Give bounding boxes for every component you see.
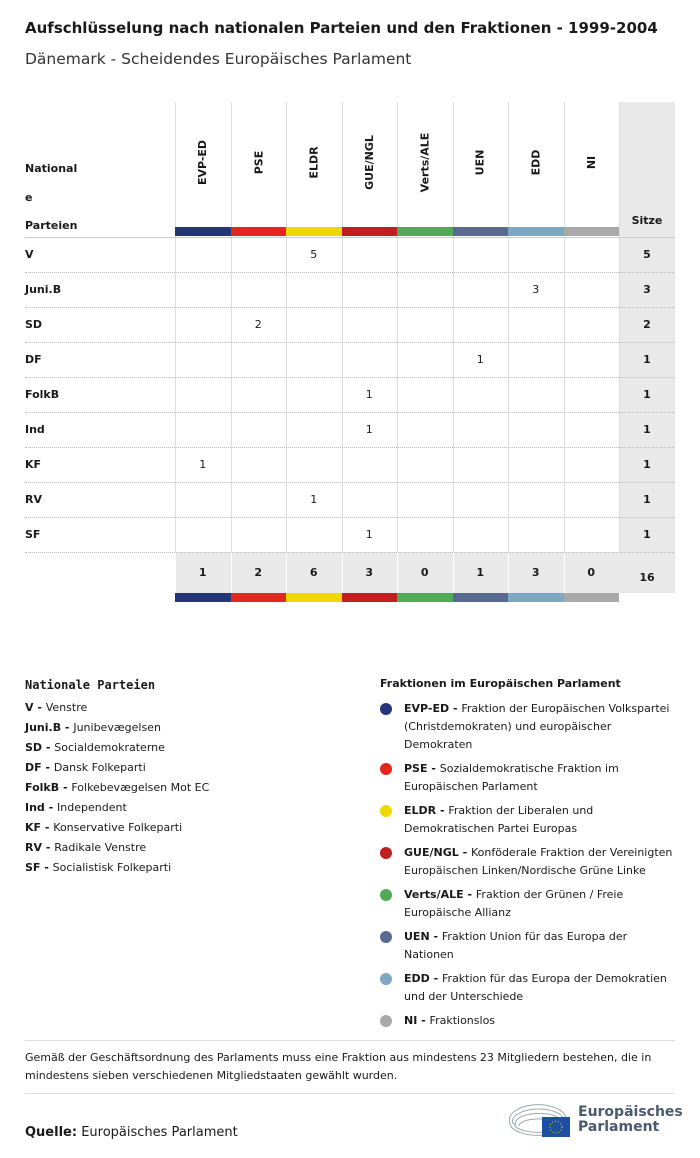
group-total: 0 — [420, 566, 429, 579]
legend-title: Fraktionen im Europäischen Parlament — [380, 677, 621, 690]
group-total: 2 — [254, 566, 263, 579]
group-abbr: GUE/NGL — [404, 846, 459, 859]
party-abbr: FolkB — [25, 781, 60, 794]
source — [25, 1125, 238, 1140]
national-party-item: SD - Socialdemokraterne — [25, 741, 165, 754]
party-name: Juni.B — [25, 283, 62, 296]
national-party-item: V - Venstre — [25, 701, 88, 714]
group-header-ni — [564, 102, 620, 222]
logo-line2: Parlament — [578, 1119, 660, 1135]
party-total: 1 — [643, 388, 651, 401]
group-color-bar — [175, 593, 231, 602]
group-abbr: EDD — [404, 972, 430, 985]
party-full-name: Venstre — [45, 701, 88, 714]
national-parties-legend — [25, 678, 209, 881]
group-color-bar — [508, 227, 564, 236]
group-full-name: Fraktion für das Europa der Demokratien und der Unterschiede — [404, 972, 667, 1003]
group-color-bar — [286, 227, 342, 236]
party-name: RV — [25, 493, 42, 506]
group-color-dot-icon — [380, 763, 392, 775]
party-abbr: SF — [25, 861, 41, 874]
group-label: UEN — [473, 149, 487, 175]
party-full-name: Folkebevægelsen Mot EC — [71, 781, 210, 794]
source-value: Europäisches Parlament — [81, 1125, 238, 1140]
group-header-uen — [453, 102, 509, 222]
group-header-gue-ngl — [342, 102, 398, 222]
ep-logo — [508, 1103, 683, 1137]
party-total: 1 — [643, 493, 651, 506]
group-color-bar — [231, 227, 287, 236]
group-color-bar — [286, 593, 342, 602]
seat-count: 2 — [254, 318, 262, 331]
party-total: 1 — [643, 353, 651, 366]
party-full-name: Radikale Venstre — [54, 841, 147, 854]
group-color-bar — [564, 227, 620, 236]
party-abbr: Juni.B — [25, 721, 62, 734]
group-label: PSE — [251, 150, 265, 174]
parliament-logo-icon — [508, 1103, 570, 1137]
logo-line1: Europäisches — [578, 1104, 683, 1120]
group-full-name: Fraktion der Europäischen Volkspartei (Christdemokraten) und europäischer Demokraten — [404, 702, 670, 751]
group-total: 1 — [198, 566, 207, 579]
party-full-name: Independent — [57, 801, 127, 814]
group-header-evp-ed — [175, 102, 231, 222]
party-total: 3 — [643, 283, 651, 296]
group-color-bar — [508, 593, 564, 602]
party-abbr: SD — [25, 741, 43, 754]
party-total: 5 — [643, 248, 651, 261]
group-color-dot-icon — [380, 973, 392, 985]
row-header-line: National — [25, 162, 78, 175]
group-abbr: Verts/ALE — [404, 888, 464, 901]
group-label: ELDR — [307, 145, 321, 179]
group-full-name: Fraktion Union für das Europa der Nationen — [404, 930, 628, 961]
national-party-item: Juni.B - Junibevægelsen — [25, 721, 161, 734]
party-name: KF — [25, 458, 42, 471]
group-color-bar — [175, 227, 231, 236]
group-label: EDD — [529, 149, 543, 175]
group-color-bar — [564, 593, 620, 602]
party-abbr: RV — [25, 841, 42, 854]
group-legend-item: ELDR - Fraktion der Liberalen und Demokratischen Partei Europas — [380, 802, 680, 838]
group-full-name: Fraktion der Liberalen und Demokratischen Partei Europas — [404, 804, 594, 835]
group-header-pse — [231, 102, 287, 222]
group-color-dot-icon — [380, 931, 392, 943]
footnote: Gemäß der Geschäftsordnung des Parlaments muss eine Fraktion aus mindestens 23 Mitgliedern bestehen, die in mindestens sieben verschiedenen Mitgliedstaaten gewählt wurden. — [25, 1040, 675, 1094]
party-name: FolkB — [25, 388, 60, 401]
group-color-dot-icon — [380, 805, 392, 817]
seat-count: 1 — [199, 458, 207, 471]
group-total: 1 — [476, 566, 485, 579]
group-total: 0 — [587, 566, 596, 579]
group-header-edd — [508, 102, 564, 222]
seat-count: 5 — [310, 248, 318, 261]
source-label: Quelle: — [25, 1125, 78, 1140]
party-full-name: Socialistisk Folkeparti — [52, 861, 172, 874]
party-full-name: Junibevægelsen — [73, 721, 161, 734]
seat-table — [25, 102, 675, 603]
grand-total: 16 — [639, 571, 655, 584]
sitze-header: Sitze — [631, 213, 663, 227]
group-total: 3 — [531, 566, 540, 579]
party-abbr: V — [25, 701, 34, 714]
seat-count: 1 — [365, 388, 373, 401]
legend-title: Nationale Parteien — [25, 678, 156, 692]
group-color-dot-icon — [380, 1015, 392, 1027]
group-full-name: Sozialdemokratische Fraktion im Europäischen Parlament — [404, 762, 619, 793]
seat-count: 1 — [476, 353, 484, 366]
row-header-line: e — [25, 190, 33, 204]
group-color-bar — [342, 227, 398, 236]
row-header — [25, 162, 145, 232]
party-abbr: DF — [25, 761, 42, 774]
seat-count: 1 — [365, 423, 373, 436]
party-abbr: KF — [25, 821, 42, 834]
group-label: NI — [584, 155, 598, 169]
national-party-item: KF - Konservative Folkeparti — [25, 821, 183, 834]
party-full-name: Socialdemokraterne — [54, 741, 165, 754]
seat-count: 1 — [310, 493, 318, 506]
group-color-bar — [453, 593, 509, 602]
party-name: Ind — [25, 423, 45, 436]
seat-count: 1 — [365, 528, 373, 541]
group-color-bar — [342, 593, 398, 602]
group-total: 6 — [309, 566, 318, 579]
party-full-name: Dansk Folkeparti — [53, 761, 146, 774]
party-abbr: Ind — [25, 801, 45, 814]
group-label: EVP-ED — [196, 139, 210, 185]
group-full-name: Konföderale Fraktion der Vereinigten Europäischen Linken/Nordische Grüne Linke — [404, 846, 673, 877]
group-legend-item: Verts/ALE - Fraktion der Grünen / Freie Europäische Allianz — [380, 886, 680, 922]
group-full-name: Fraktionslos — [429, 1014, 496, 1027]
group-color-bar — [397, 593, 453, 602]
group-legend-item: NI - Fraktionslos — [380, 1012, 680, 1030]
group-color-dot-icon — [380, 847, 392, 859]
national-party-item: SF - Socialistisk Folkeparti — [25, 861, 172, 874]
party-name: SF — [25, 528, 41, 541]
group-full-name: Fraktion der Grünen / Freie Europäische Allianz — [404, 888, 624, 919]
group-abbr: PSE — [404, 762, 428, 775]
party-name: DF — [25, 353, 42, 366]
seat-count: 3 — [532, 283, 540, 296]
group-legend-item: PSE - Sozialdemokratische Fraktion im Europäischen Parlament — [380, 760, 680, 796]
group-header-verts-ale — [397, 102, 453, 222]
group-abbr: EVP-ED — [404, 702, 450, 715]
national-party-item: FolkB - Folkebevægelsen Mot EC — [25, 781, 210, 794]
page-title: Aufschlüsselung nach nationalen Parteien und den Fraktionen - 1999-2004 — [25, 19, 658, 37]
national-party-item: Ind - Independent — [25, 801, 127, 814]
party-name: V — [25, 248, 34, 261]
party-total: 1 — [643, 458, 651, 471]
group-abbr: ELDR — [404, 804, 437, 817]
row-header-line: Parteien — [25, 219, 78, 232]
group-color-bar — [397, 227, 453, 236]
group-header-eldr — [286, 102, 342, 222]
group-legend-item: EVP-ED - Fraktion der Europäischen Volkspartei (Christdemokraten) und europäischer Demokraten — [380, 700, 680, 754]
group-color-bar — [453, 227, 509, 236]
group-legend-item: UEN - Fraktion Union für das Europa der Nationen — [380, 928, 680, 964]
group-color-dot-icon — [380, 889, 392, 901]
party-name: SD — [25, 318, 43, 331]
group-abbr: NI — [404, 1014, 418, 1027]
party-total: 1 — [643, 423, 651, 436]
group-label: GUE/NGL — [362, 134, 376, 190]
page-subtitle: Dänemark - Scheidendes Europäisches Parlament — [25, 50, 412, 68]
group-total: 3 — [365, 566, 374, 579]
group-label: Verts/ALE — [418, 132, 432, 192]
group-color-bar — [231, 593, 287, 602]
national-party-item: DF - Dansk Folkeparti — [25, 761, 146, 774]
party-full-name: Konservative Folkeparti — [53, 821, 183, 834]
group-legend-item: EDD - Fraktion für das Europa der Demokratien und der Unterschiede — [380, 970, 680, 1006]
national-party-item: RV - Radikale Venstre — [25, 841, 147, 854]
groups-legend — [380, 677, 680, 1036]
group-legend-item: GUE/NGL - Konföderale Fraktion der Vereinigten Europäischen Linken/Nordische Grüne Linke — [380, 844, 680, 880]
party-total: 2 — [643, 318, 651, 331]
group-color-dot-icon — [380, 703, 392, 715]
group-abbr: UEN — [404, 930, 430, 943]
party-total: 1 — [643, 528, 651, 541]
